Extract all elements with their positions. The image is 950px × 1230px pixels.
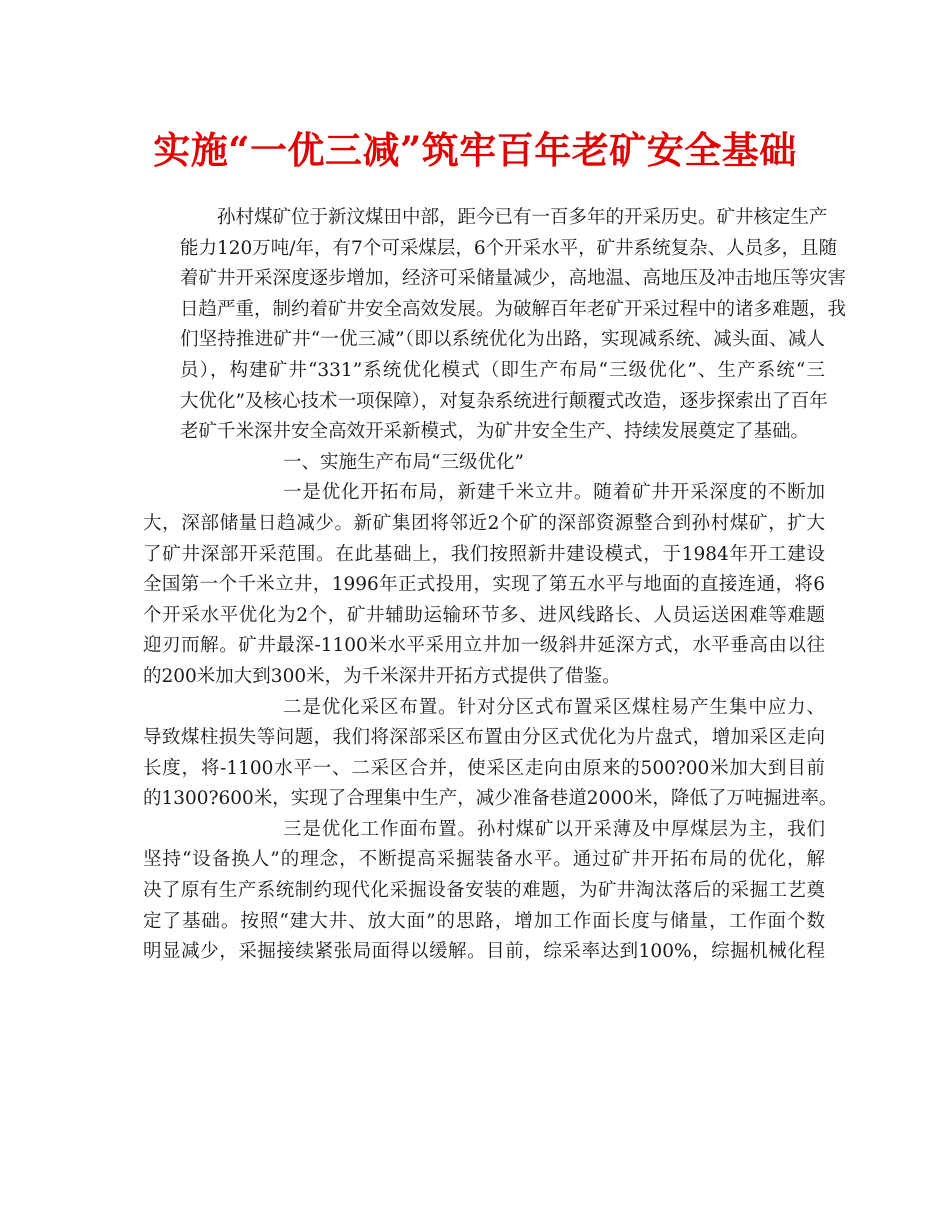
- paragraph-mining-area: [143, 693, 838, 815]
- text-line: 老矿千米深井安全高效开采新模式，为矿井安全生产、持续发展奠定了基础。: [180, 421, 810, 443]
- text-line: 能力120万吨/年，有7个可采煤层，6个开采水平，矿井系统复杂、人员多，且随: [180, 237, 838, 259]
- text-line: 迎刃而解。矿井最深-1100米水平采用立井加一级斜井延深方式，水平垂高由以往: [143, 635, 825, 657]
- text-line: 决了原有生产系统制约现代化采掘设备安装的难题，为矿井淘汰落后的采掘工艺奠: [143, 880, 825, 902]
- text-line: 日趋严重，制约着矿井安全高效发展。为破解百年老矿开采过程中的诸多难题，我: [180, 298, 847, 320]
- text-line: 全国第一个千米立井，1996年正式投用，实现了第五水平与地面的直接连通，将6: [143, 574, 825, 596]
- document-title: 实施“一优三减”筑牢百年老矿安全基础: [153, 128, 797, 172]
- text-line: 的200米加大到300米，为千米深井开拓方式提供了借鉴。: [143, 665, 621, 687]
- text-line: 导致煤柱损失等问题，我们将深部采区布置由分区式优化为片盘式，增加采区走向: [143, 727, 825, 749]
- text-line: 的1300?600米，实现了合理集中生产，减少准备巷道2000米，降低了万吨掘进率。: [143, 788, 838, 810]
- text-line: 员），构建矿井“331”系统优化模式（即生产布局“三级优化”、生产系统“三: [180, 359, 825, 381]
- text-line: 大优化”及核心技术一项保障），对复杂系统进行颠覆式改造，逐步探索出了百年: [180, 390, 828, 412]
- text-line: 了矿井深部开采范围。在此基础上，我们按照新井建设模式，于1984年开工建设: [143, 543, 825, 565]
- text-line: 着矿井开采深度逐步增加，经济可采储量减少，高地温、高地压及冲击地压等灾害: [180, 268, 847, 290]
- text-line: 大，深部储量日趋减少。新矿集团将邻近2个矿的深部资源整合到孙村煤矿，扩大: [143, 512, 825, 534]
- text-line: 定了基础。按照“建大井、放大面”的思路，增加工作面长度与储量，工作面个数: [143, 910, 825, 932]
- text-line: 们坚持推进矿井“一优三减”（即以系统优化为出路，实现减系统、减头面、减人: [180, 329, 825, 351]
- section-heading: 一、实施生产布局“三级优化”: [283, 451, 524, 473]
- text-line: 长度，将-1100水平一、二采区合并，使采区走向由原来的500?00米加大到目前: [143, 757, 825, 779]
- text-line: 二是优化采区布置。针对分区式布置采区煤柱易产生集中应力、: [283, 696, 825, 718]
- text-line: 一是优化开拓布局，新建千米立井。随着矿井开采深度的不断加: [283, 482, 825, 504]
- intro-paragraph: [143, 203, 847, 448]
- paragraph-development-layout: [143, 478, 825, 692]
- text-line: 坚持“设备换人”的理念，不断提高采掘装备水平。通过矿井开拓布局的优化，解: [143, 849, 825, 871]
- paragraph-working-face: [143, 815, 825, 968]
- text-line: 孙村煤矿位于新汶煤田中部，距今已有一百多年的开采历史。矿井核定生产: [217, 207, 828, 228]
- text-line: 个开采水平优化为2个，矿井辅助运输环节多、进风线路长、人员运送困难等难题: [143, 604, 825, 626]
- text-line: 明显减少，采掘接续紧张局面得以缓解。目前，综采率达到100%，综掘机械化程: [143, 941, 825, 963]
- document-body: [143, 203, 847, 968]
- text-line: 三是优化工作面布置。孙村煤矿以开采薄及中厚煤层为主，我们: [283, 818, 825, 840]
